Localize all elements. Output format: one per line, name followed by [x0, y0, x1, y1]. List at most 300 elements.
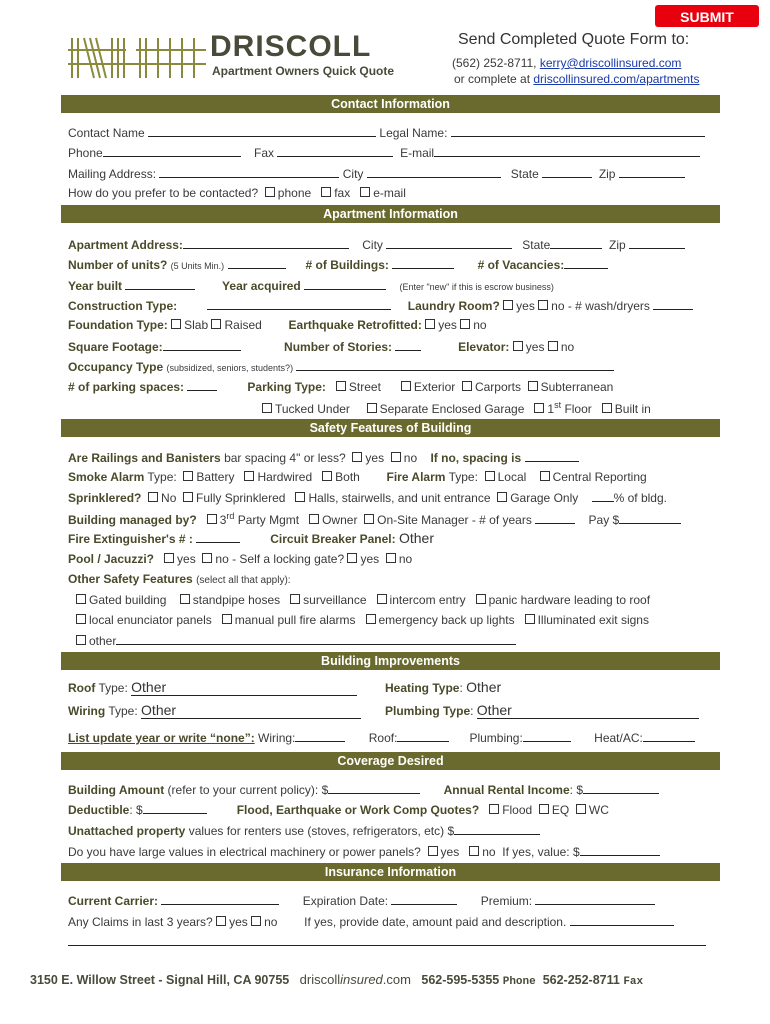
- wiring-field[interactable]: [141, 702, 361, 719]
- section-safety: Safety Features of Building: [61, 419, 720, 437]
- row-smoke: [68, 470, 647, 484]
- update-plumbing-field[interactable]: [523, 730, 571, 742]
- row-features-1: [76, 593, 650, 607]
- send-title: Send Completed Quote Form to:: [458, 31, 690, 48]
- intercom-label: intercom entry: [389, 593, 466, 607]
- gate-yes-label: yes: [360, 552, 380, 566]
- laundry-no-label: no - # wash/dryers: [551, 299, 650, 313]
- sprinkler-no-label: No: [161, 491, 177, 505]
- plumbing-value: Other: [476, 702, 512, 718]
- fire-alarm-label: Fire Alarm: [386, 470, 446, 484]
- flood-label: Flood: [502, 803, 533, 817]
- sprinkler-halls-label: Halls, stairwells, and unit entrance: [308, 491, 491, 505]
- large-values-label: Do you have large values in electrical machinery or power panels?: [68, 845, 421, 859]
- footer-site: [300, 972, 411, 987]
- claims-yes-checkbox[interactable]: [216, 916, 226, 926]
- pool-no-checkbox[interactable]: [202, 553, 212, 563]
- row-building-amount: [68, 782, 659, 797]
- flood-checkbox[interactable]: [489, 804, 499, 814]
- section-improvements: Building Improvements: [61, 652, 720, 670]
- heating-value[interactable]: Other: [466, 679, 502, 695]
- units-label: Number of units?: [68, 258, 168, 272]
- update-roof-field[interactable]: [397, 730, 449, 742]
- email-label: E-mail: [400, 146, 435, 160]
- prefer-phone-label: phone: [277, 186, 312, 200]
- fire-central-label: Central Reporting: [552, 470, 647, 484]
- elevator-yes-label: yes: [525, 340, 545, 354]
- parking-carports-label: Carports: [474, 380, 521, 394]
- row-roof: [68, 679, 357, 696]
- send-alt-prefix: or complete at: [454, 72, 534, 86]
- vacancies-field[interactable]: [564, 257, 608, 269]
- carrier-label: Current Carrier:: [68, 894, 159, 908]
- sqft-field[interactable]: [163, 339, 241, 351]
- update-heat-field[interactable]: [643, 730, 695, 742]
- row-plumbing: Plumbing Type: Other: [385, 702, 699, 719]
- laundry-no-checkbox[interactable]: [538, 300, 548, 310]
- other-feature-checkbox[interactable]: [76, 635, 86, 645]
- roof-field[interactable]: [131, 679, 357, 696]
- wiring-label: Wiring: [68, 704, 106, 718]
- section-coverage: Coverage Desired: [61, 752, 720, 770]
- fire-local-label: Local: [497, 470, 527, 484]
- construction-field[interactable]: [207, 298, 391, 310]
- managed-label: Building managed by?: [68, 513, 197, 527]
- apt-city-field[interactable]: [386, 237, 512, 249]
- other-feature-label: other: [89, 634, 117, 648]
- pool-yes-label: yes: [177, 552, 196, 566]
- railings-no-checkbox[interactable]: [391, 452, 401, 462]
- parking-street-label: Street: [348, 380, 381, 394]
- parking-street-checkbox[interactable]: [336, 381, 346, 391]
- row-claims: [68, 914, 674, 929]
- heating-label: Heating Type: [385, 681, 460, 695]
- row-sprinklered: [68, 490, 667, 505]
- row-units: [68, 257, 608, 272]
- year-acquired-label: Year acquired: [222, 279, 301, 293]
- rental-income-suffix: : $: [569, 783, 583, 797]
- manual-pull-checkbox[interactable]: [222, 614, 232, 624]
- row-features-3: [76, 633, 516, 648]
- railings-label: Are Railings and Banisters: [68, 451, 221, 465]
- row-sqft: [68, 339, 574, 354]
- other-features-note: (select all that apply):: [196, 575, 291, 586]
- sprinkler-fully-checkbox[interactable]: [183, 492, 193, 502]
- occupancy-field[interactable]: [296, 359, 614, 371]
- rental-income-label: Annual Rental Income: [443, 783, 570, 797]
- roof-value: Other: [131, 679, 167, 695]
- send-email-link[interactable]: kerry@driscollinsured.com: [539, 56, 682, 70]
- elevator-no-label: no: [560, 340, 575, 354]
- occupancy-label: Occupancy Type: [68, 360, 164, 374]
- update-roof-label: Roof:: [368, 731, 398, 745]
- managed-owner-label: Owner: [322, 513, 358, 527]
- sprinkler-pct-label: % of bldg.: [613, 491, 667, 505]
- buildings-label: # of Buildings:: [305, 258, 389, 272]
- railings-yes-label: yes: [365, 451, 385, 465]
- emergency-lights-checkbox[interactable]: [366, 614, 376, 624]
- apt-zip-field[interactable]: [629, 237, 685, 249]
- units-note: (5 Units Min.): [170, 261, 225, 271]
- flood-question-label: Flood, Earthquake or Work Comp Quotes?: [236, 803, 480, 817]
- claims-desc-label: If yes, provide date, amount paid and description.: [304, 915, 567, 929]
- large-if-yes-label: If yes, value: $: [502, 845, 580, 859]
- spacing-label: If no, spacing is: [430, 451, 522, 465]
- surveillance-label: surveillance: [303, 593, 367, 607]
- footer-site-a: driscoll: [299, 972, 341, 987]
- wc-label: WC: [588, 803, 609, 817]
- footer-fax: 562-252-8711: [542, 973, 620, 987]
- mailing-field[interactable]: [159, 166, 339, 178]
- eq-checkbox[interactable]: [539, 804, 549, 814]
- laundry-label: Laundry Room?: [407, 299, 500, 313]
- construction-label: Construction Type:: [68, 299, 178, 313]
- smoke-hardwired-checkbox[interactable]: [244, 471, 254, 481]
- prefer-label: How do you prefer to be contacted?: [68, 186, 259, 200]
- pool-yes-checkbox[interactable]: [164, 553, 174, 563]
- other-feature-field[interactable]: [116, 633, 516, 645]
- unattached-note: values for renters use (stoves, refrigerators, etc) $: [188, 824, 455, 838]
- emergency-lights-label: emergency back up lights: [378, 613, 515, 627]
- smoke-type-label: Type:: [147, 470, 177, 484]
- units-field[interactable]: [228, 257, 286, 269]
- row-managed: [68, 511, 681, 527]
- parking-spaces-field[interactable]: [187, 379, 217, 391]
- occupancy-note: (subsidized, seniors, students?): [166, 363, 294, 373]
- contact-zip-label: Zip: [598, 167, 616, 181]
- retrofit-no-checkbox[interactable]: [460, 319, 470, 329]
- pool-label: Pool / Jacuzzi?: [68, 552, 155, 566]
- parking-first-floor-checkbox[interactable]: [534, 403, 544, 413]
- large-yes-label: yes: [440, 845, 460, 859]
- managed-owner-checkbox[interactable]: [309, 514, 319, 524]
- parking-first-label: 1: [547, 402, 555, 416]
- smoke-hardwired-label: Hardwired: [257, 470, 313, 484]
- parking-spaces-label: # of parking spaces:: [68, 380, 185, 394]
- gate-no-label: no: [398, 552, 413, 566]
- spacing-field[interactable]: [525, 450, 579, 462]
- row-parking: [68, 379, 613, 394]
- row-railings: [68, 450, 579, 465]
- sprinkler-no-checkbox[interactable]: [148, 492, 158, 502]
- footer-phone: 562-595-5355: [421, 973, 500, 987]
- extinguisher-field[interactable]: [196, 531, 240, 543]
- sprinkler-pct-field[interactable]: [592, 490, 614, 502]
- footer-site-b: insured: [340, 972, 383, 987]
- row-other-features: [68, 572, 291, 586]
- row-large-values: [68, 844, 660, 859]
- deductible-field[interactable]: [143, 802, 207, 814]
- phone-label: Phone: [68, 146, 103, 160]
- railings-yes-checkbox[interactable]: [352, 452, 362, 462]
- claims-yes-label: yes: [229, 915, 248, 929]
- claims-no-label: no: [264, 915, 278, 929]
- breaker-value[interactable]: Other: [398, 530, 434, 546]
- row-heating: Heating Type: Other: [385, 679, 502, 695]
- intercom-checkbox[interactable]: [377, 594, 387, 604]
- legal-name-label: Legal Name:: [379, 126, 448, 140]
- building-amount-note: (refer to your current policy): $: [167, 783, 329, 797]
- row-prefer: [68, 186, 406, 200]
- extinguisher-label: Fire Extinguisher's # :: [68, 532, 193, 546]
- prefer-email-checkbox[interactable]: [360, 187, 370, 197]
- claims-no-checkbox[interactable]: [251, 916, 261, 926]
- expiration-field[interactable]: [391, 893, 457, 905]
- sqft-label: Square Footage:: [68, 340, 163, 354]
- sprinkler-halls-checkbox[interactable]: [295, 492, 305, 502]
- prefer-email-label: e-mail: [373, 186, 406, 200]
- brand-subtitle: Apartment Owners Quick Quote: [212, 64, 395, 78]
- railings-no-label: no: [403, 451, 418, 465]
- rental-income-field[interactable]: [583, 782, 659, 794]
- deductible-label: Deductible: [68, 803, 130, 817]
- section-contact: Contact Information: [61, 95, 720, 113]
- sprinkler-fully-label: Fully Sprinklered: [196, 491, 286, 505]
- laundry-yes-label: yes: [516, 299, 535, 313]
- footer: [30, 972, 643, 988]
- row-construction: [68, 298, 693, 313]
- escrow-note: (Enter "new" if this is escrow business): [399, 282, 554, 292]
- send-url-line: [454, 72, 699, 86]
- parking-garage-checkbox[interactable]: [367, 403, 377, 413]
- smoke-both-checkbox[interactable]: [322, 471, 332, 481]
- managed-party-label: Party Mgmt: [237, 513, 300, 527]
- deductible-suffix: : $: [129, 803, 143, 817]
- standpipe-label: standpipe hoses: [192, 593, 281, 607]
- send-url-link[interactable]: driscollinsured.com/apartments: [533, 72, 700, 86]
- parking-garage-label: Separate Enclosed Garage: [379, 402, 525, 416]
- row-foundation: [68, 318, 487, 332]
- breaker-label: Circuit Breaker Panel:: [270, 532, 396, 546]
- fire-local-checkbox[interactable]: [485, 471, 495, 481]
- buildings-field[interactable]: [392, 257, 454, 269]
- slab-label: Slab: [184, 318, 209, 332]
- elevator-no-checkbox[interactable]: [548, 341, 558, 351]
- row-list-update: [68, 730, 695, 745]
- mailing-label: Mailing Address:: [68, 167, 157, 181]
- footer-fax-label: Fax: [623, 976, 644, 988]
- fire-alarm-type-label: Type:: [448, 470, 478, 484]
- contact-name-field[interactable]: [148, 125, 376, 137]
- exit-signs-checkbox[interactable]: [525, 614, 535, 624]
- parking-exterior-checkbox[interactable]: [401, 381, 411, 391]
- premium-label: Premium:: [480, 894, 533, 908]
- parking-tucked-label: Tucked Under: [275, 402, 350, 416]
- section-insurance: Insurance Information: [61, 863, 720, 881]
- apt-state-field[interactable]: [550, 237, 602, 249]
- contact-state-field[interactable]: [542, 166, 592, 178]
- panic-label: panic hardware leading to roof: [488, 593, 651, 607]
- gated-label: Gated building: [89, 593, 167, 607]
- vacancies-label: # of Vacancies:: [477, 258, 565, 272]
- row-pool: [68, 552, 412, 566]
- foundation-label: Foundation Type:: [68, 318, 168, 332]
- railings-question: bar spacing 4" or less?: [224, 451, 346, 465]
- update-wiring-label: Wiring:: [258, 731, 296, 745]
- gate-yes-checkbox[interactable]: [347, 553, 357, 563]
- submit-button[interactable]: SUBMIT: [655, 5, 759, 27]
- row-year: [68, 278, 554, 293]
- row-mailing: [68, 166, 685, 181]
- prefer-fax-checkbox[interactable]: [321, 187, 331, 197]
- row-phone: [68, 145, 700, 160]
- sprinkler-garage-label: Garage Only: [510, 491, 579, 505]
- parking-floor-label: Floor: [564, 402, 592, 416]
- wiring-value: Other: [141, 702, 177, 718]
- enunciator-label: local enunciator panels: [89, 613, 212, 627]
- building-amount-label: Building Amount: [68, 783, 165, 797]
- smoke-battery-checkbox[interactable]: [183, 471, 193, 481]
- roof-label: Roof: [68, 681, 96, 695]
- update-wiring-field[interactable]: [295, 730, 345, 742]
- row-extinguisher: [68, 530, 434, 546]
- year-acquired-field[interactable]: [304, 278, 386, 290]
- elevator-label: Elevator:: [458, 340, 510, 354]
- parking-subterranean-checkbox[interactable]: [528, 381, 538, 391]
- prefer-phone-checkbox[interactable]: [265, 187, 275, 197]
- fire-central-checkbox[interactable]: [540, 471, 550, 481]
- large-yes-checkbox[interactable]: [428, 846, 438, 856]
- exit-signs-label: Illuminated exit signs: [537, 613, 649, 627]
- parking-exterior-label: Exterior: [413, 380, 456, 394]
- contact-city-field[interactable]: [367, 166, 501, 178]
- email-field[interactable]: [434, 145, 700, 157]
- smoke-label: Smoke Alarm: [68, 470, 145, 484]
- update-heat-label: Heat/AC:: [594, 731, 643, 745]
- elevator-yes-checkbox[interactable]: [513, 341, 523, 351]
- other-features-label: Other Safety Features: [68, 572, 193, 586]
- parking-first-sup: st: [554, 400, 562, 410]
- legal-name-field[interactable]: [451, 125, 705, 137]
- large-value-field[interactable]: [580, 844, 660, 856]
- sprinkler-garage-checkbox[interactable]: [497, 492, 507, 502]
- wc-checkbox[interactable]: [576, 804, 586, 814]
- building-amount-field[interactable]: [328, 782, 420, 794]
- managed-third-sup: rd: [226, 511, 235, 521]
- fax-field[interactable]: [277, 145, 393, 157]
- unattached-field[interactable]: [454, 823, 540, 835]
- parking-carports-checkbox[interactable]: [462, 381, 472, 391]
- apt-state-label: State: [522, 238, 551, 252]
- retrofit-yes-checkbox[interactable]: [425, 319, 435, 329]
- footer-address: 3150 E. Willow Street - Signal Hill, CA 90755: [30, 973, 290, 987]
- raised-checkbox[interactable]: [211, 319, 221, 329]
- row-parking-2: [262, 400, 651, 416]
- year-built-field[interactable]: [125, 278, 195, 290]
- apt-address-label: Apartment Address:: [68, 238, 183, 252]
- parking-builtin-label: Built in: [614, 402, 651, 416]
- surveillance-checkbox[interactable]: [290, 594, 300, 604]
- stories-field[interactable]: [395, 339, 421, 351]
- pool-no-label: no - Self a locking gate?: [215, 552, 345, 566]
- parking-tucked-checkbox[interactable]: [262, 403, 272, 413]
- unattached-label: Unattached property: [68, 824, 186, 838]
- footer-phone-label: Phone: [502, 976, 536, 988]
- managed-pay-label: Pay $: [588, 513, 620, 527]
- manual-pull-label: manual pull fire alarms: [234, 613, 356, 627]
- contact-city-label: City: [342, 167, 364, 181]
- brand-name: DRISCOLL: [210, 30, 372, 63]
- fax-label: Fax: [254, 146, 275, 160]
- managed-third-checkbox[interactable]: [207, 514, 217, 524]
- send-phone: (562) 252-8711,: [452, 56, 540, 70]
- parking-builtin-checkbox[interactable]: [602, 403, 612, 413]
- contact-state-label: State: [510, 167, 539, 181]
- phone-field[interactable]: [103, 145, 241, 157]
- parking-type-label: Parking Type:: [247, 380, 326, 394]
- stories-label: Number of Stories:: [284, 340, 393, 354]
- gated-checkbox[interactable]: [76, 594, 86, 604]
- gate-no-checkbox[interactable]: [386, 553, 396, 563]
- washers-field[interactable]: [653, 298, 693, 310]
- row-carrier: [68, 893, 655, 908]
- panic-checkbox[interactable]: [476, 594, 486, 604]
- retrofit-no-label: no: [473, 318, 487, 332]
- smoke-both-label: Both: [335, 470, 360, 484]
- footer-site-c: .com: [382, 972, 411, 987]
- parking-subterranean-label: Subterranean: [540, 380, 614, 394]
- row-occupancy: [68, 359, 614, 374]
- claims-desc-field[interactable]: [570, 914, 674, 926]
- roof-type-label: Type:: [98, 681, 128, 695]
- apt-address-field[interactable]: [183, 237, 349, 249]
- carrier-field[interactable]: [161, 893, 279, 905]
- managed-onsite-checkbox[interactable]: [364, 514, 374, 524]
- contact-zip-field[interactable]: [619, 166, 685, 178]
- section-apartment: Apartment Information: [61, 205, 720, 223]
- apt-city-label: City: [362, 238, 383, 252]
- row-wiring: [68, 702, 361, 719]
- eq-label: EQ: [551, 803, 570, 817]
- row-unattached: [68, 823, 540, 838]
- plumbing-label: Plumbing Type: [385, 704, 471, 718]
- large-no-label: no: [482, 845, 496, 859]
- raised-label: Raised: [224, 318, 262, 332]
- send-phone-line: [452, 56, 681, 70]
- update-plumbing-label: Plumbing:: [469, 731, 523, 745]
- row-deductible: [68, 802, 609, 817]
- enunciator-checkbox[interactable]: [76, 614, 86, 624]
- driscoll-logo-icon: [66, 36, 208, 80]
- retrofit-label: Earthquake Retrofitted:: [288, 318, 422, 332]
- year-built-label: Year built: [68, 279, 123, 293]
- large-no-checkbox[interactable]: [469, 846, 479, 856]
- row-apt-address: [68, 237, 685, 252]
- laundry-yes-checkbox[interactable]: [503, 300, 513, 310]
- plumbing-field[interactable]: [477, 702, 699, 719]
- standpipe-checkbox[interactable]: [180, 594, 190, 604]
- slab-checkbox[interactable]: [171, 319, 181, 329]
- managed-onsite-label: On-Site Manager - # of years: [377, 513, 532, 527]
- smoke-battery-label: Battery: [196, 470, 235, 484]
- contact-name-label: Contact Name: [68, 126, 145, 140]
- managed-pay-field[interactable]: [619, 512, 681, 524]
- row-contact-name: [68, 125, 705, 140]
- apt-zip-label: Zip: [609, 238, 626, 252]
- wiring-type-label: Type:: [108, 704, 138, 718]
- managed-years-field[interactable]: [535, 512, 575, 524]
- row-features-2: [76, 613, 649, 627]
- retrofit-yes-label: yes: [438, 318, 457, 332]
- premium-field[interactable]: [535, 893, 655, 905]
- list-update-label: List update year or write “none”:: [68, 731, 255, 745]
- claims-label: Any Claims in last 3 years?: [68, 915, 213, 929]
- sprinklered-label: Sprinklered?: [68, 491, 142, 505]
- prefer-fax-label: fax: [334, 186, 351, 200]
- expiration-label: Expiration Date:: [302, 894, 389, 908]
- managed-third-label: 3: [219, 513, 227, 527]
- claims-desc-field-2[interactable]: [68, 934, 706, 946]
